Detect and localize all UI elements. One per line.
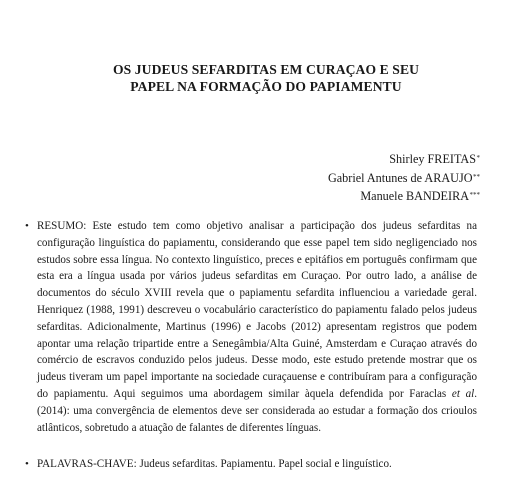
author-name: Shirley FREITAS [389, 152, 476, 166]
abstract-text [37, 218, 477, 436]
author-footnote-mark: ** [473, 172, 480, 181]
title-line-2: PAPEL NA FORMAÇÃO DO PAPIAMENTU [130, 79, 402, 94]
bullet-icon: • [25, 220, 29, 232]
author-3 [328, 187, 480, 206]
abstract-section [25, 218, 477, 436]
author-list [328, 150, 480, 206]
abstract-text-part-1: RESUMO: Este estudo tem como objetivo analisar a participação dos judeus sefarditas na configuração linguística do papiamentu, considerando que esse papel tem sido negligenciado nos estudos sobre essa língua. No contexto linguístico, preces e epitáfios em português confirmam que esta era a língua usada por vários judeus sefarditas em Curaçao. Por outro lado, a análise de documentos do século XVIII revela que o papiamentu sefardita influenciou a variedade geral. Henriquez (1988, 1991) descreveu o vocabulário característico do papiamentu falado pelos judeus sefarditas. Adicionalmente, Martinus (1996) e Jacobs (2012) apresentam registros que podem apontar uma relação tripartide entre a Senegâmbia/Alta Guiné, Amsterdam e Curaçao através do comércio de escravos conduzido pelos judeus. Desse modo, este estudo pretende mostrar que os judeus tiveram um papel importante na sociedade curaçauense e contribuíram para a configuração do papiamentu. Aqui seguimos uma abordagem similar àquela defendida por Faraclas [37, 220, 477, 400]
author-footnote-mark: * [476, 154, 480, 162]
article-title [30, 61, 502, 95]
author-2 [328, 169, 480, 188]
keywords-text: PALAVRAS-CHAVE: Judeus sefarditas. Papiamentu. Papel social e linguístico. [37, 458, 392, 470]
author-1 [328, 150, 480, 169]
bullet-icon: • [25, 458, 29, 470]
abstract-emphasis: et al [451, 387, 475, 400]
keywords-section [25, 456, 477, 473]
abstract-text-part-2: . (2014): uma convergência de elementos deve ser considerada ao estudar a formação dos crioulos atlânticos, sobretudo a atuação de falantes de diferentes línguas. [37, 387, 477, 434]
author-footnote-mark: *** [469, 191, 480, 199]
author-name: Gabriel Antunes de ARAUJO [327, 170, 473, 185]
title-line-1: OS JUDEUS SEFARDITAS EM CURAÇAO E SEU [112, 62, 420, 77]
author-name: Manuele BANDEIRA [360, 189, 469, 203]
